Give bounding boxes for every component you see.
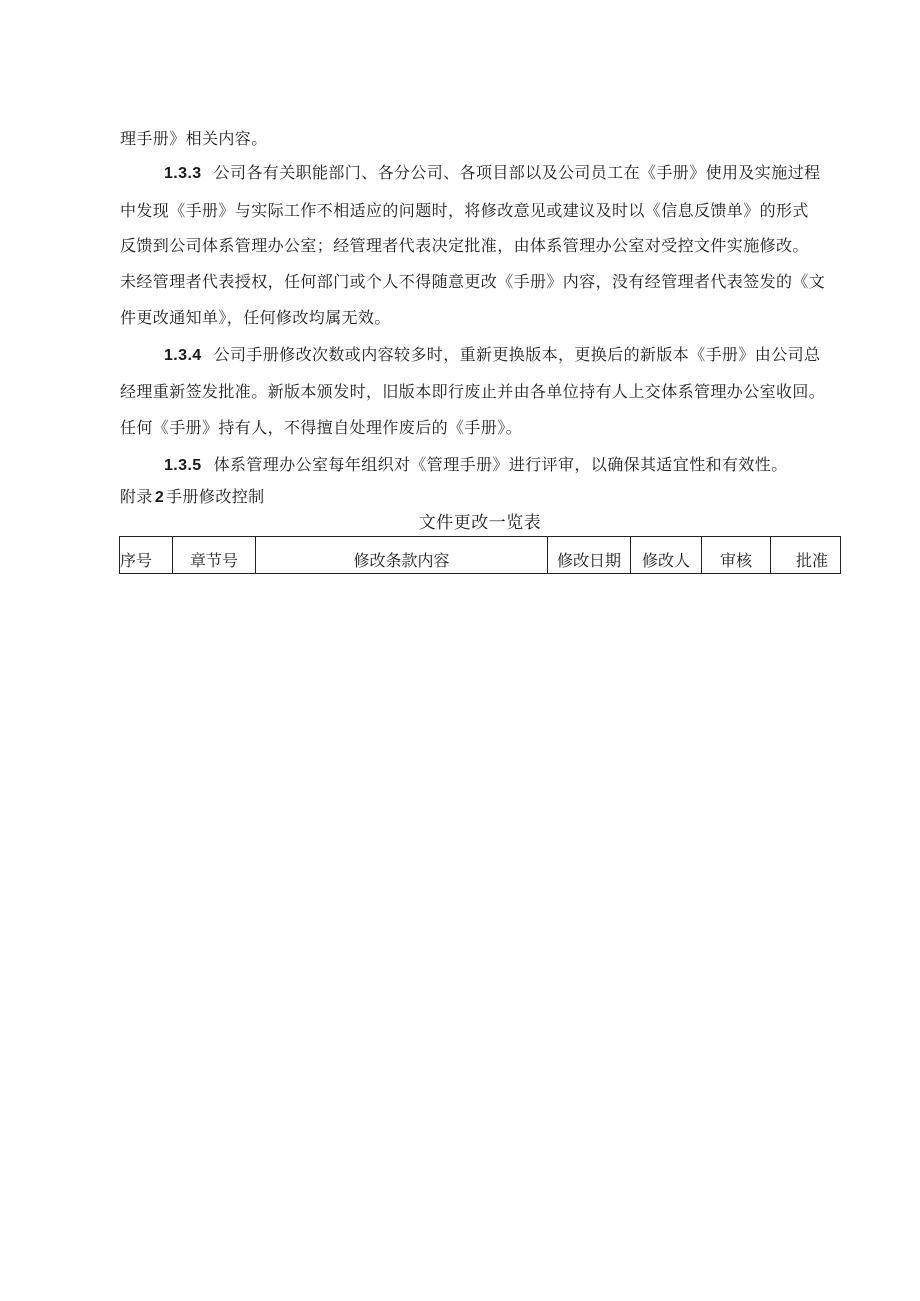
clause-1-3-3-line-3: 反馈到公司体系管理办公室；经管理者代表决定批准，由体系管理办公室对受控文件实施修改。: [120, 236, 809, 255]
clause-text: 公司手册修改次数或内容较多时，重新更换版本，更换后的新版本《手册》由公司总: [213, 345, 821, 364]
header-chapter-no: 章节号: [173, 537, 256, 574]
header-clause-content: 修改条款内容: [256, 537, 548, 574]
clause-number: 1.3.4: [164, 347, 202, 364]
clause-1-3-4-line-2: 经理重新签发批准。新版本颁发时，旧版本即行废止并由各单位持有人上交体系管理办公室收回。: [120, 382, 826, 401]
table-header-row: [120, 537, 841, 574]
header-seq-no: 序号: [120, 537, 173, 574]
clause-number: 1.3.5: [164, 457, 202, 474]
clause-number: 1.3.3: [164, 165, 202, 182]
header-reviewer: 审核: [702, 537, 771, 574]
appendix-title: 手册修改控制: [166, 487, 265, 506]
appendix-prefix: 附录: [120, 487, 153, 506]
appendix-heading: [120, 487, 860, 508]
clause-1-3-4-line-3: 任何《手册》持有人，不得擅自处理作废后的《手册》。: [120, 418, 523, 437]
continuation-line: 理手册》相关内容。: [120, 129, 268, 148]
clause-1-3-3-line-2: 中发现《手册》与实际工作不相适应的问题时，将修改意见或建议及时以《信息反馈单》的形式: [120, 201, 809, 220]
clause-1-3-3-line-4: 未经管理者代表授权，任何部门或个人不得随意更改《手册》内容，没有经管理者代表签发的《文: [120, 272, 826, 291]
clause-text: 体系管理办公室每年组织对《管理手册》进行评审，以确保其适宜性和有效性。: [213, 455, 788, 474]
change-log-table: [119, 536, 841, 574]
clause-1-3-3-line-1: [164, 163, 864, 184]
header-change-date: 修改日期: [548, 537, 631, 574]
clause-1-3-3-line-5: 件更改通知单》，任何修改均属无效。: [120, 308, 391, 327]
clause-1-3-5-line-1: [164, 455, 864, 476]
header-approver: 批准: [771, 537, 841, 574]
appendix-number: 2: [154, 489, 165, 506]
clause-1-3-4-line-1: [164, 345, 864, 366]
header-modifier: 修改人: [631, 537, 702, 574]
table-title: 文件更改一览表: [418, 513, 542, 533]
clause-text: 公司各有关职能部门、各分公司、各项目部以及公司员工在《手册》使用及实施过程: [213, 163, 821, 182]
